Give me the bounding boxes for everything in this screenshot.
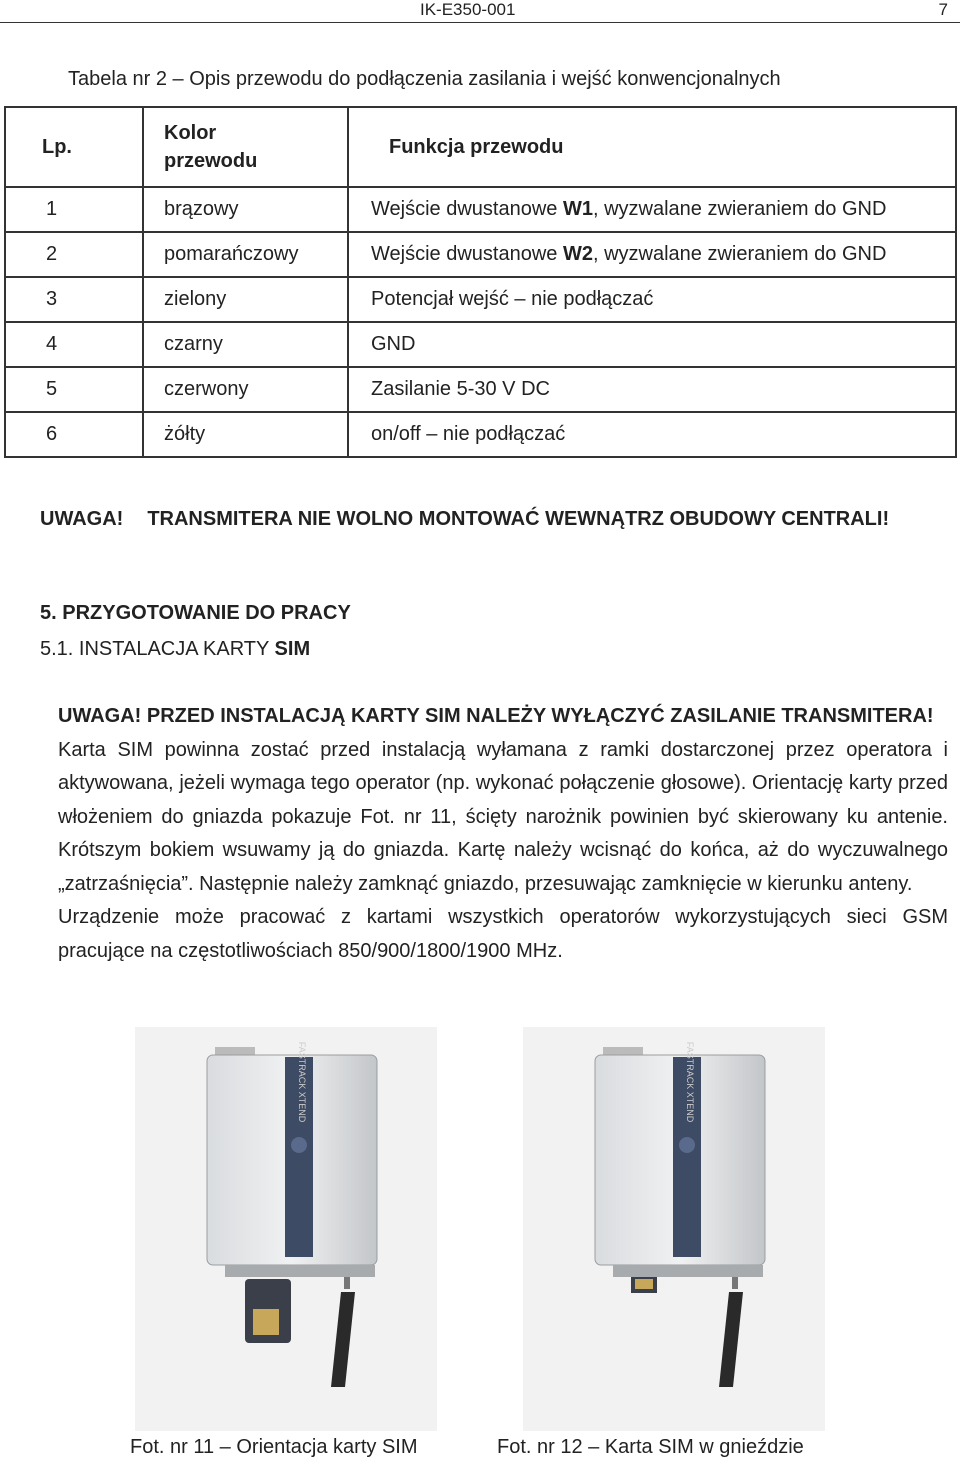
cell-lp: 4: [5, 322, 143, 367]
document-code: IK-E350-001: [420, 0, 516, 19]
mounting-warning: [40, 508, 889, 531]
table-caption: Tabela nr 2 – Opis przewodu do podłączenia zasilania i wejść konwencjonalnych: [68, 68, 781, 90]
cell-color: brązowy: [143, 187, 348, 232]
sim-paragraph-1: Karta SIM powinna zostać przed instalacją wyłamana z ramki dostarczonej przez operatora i aktywowana, jeżeli wymaga tego operator (np. wykonać połączenie głosowe). Orientację karty przed włożeniem do gniazda pokazuje Fot. nr 11, ścięty narożnik powinien być skierowany ku antenie. Krótszym bokiem wsuwamy ją do gniazda. Kartę należy wcisnąć do końca, aż do wyczuwalnego „zatrzaśnięcia”. Następnie należy zamknąć gniazdo, przesuwając zamknięcie w kierunku anteny.: [58, 738, 948, 895]
cell-function: Zasilanie 5-30 V DC: [348, 367, 956, 412]
photo-sim-orientation: [135, 1027, 437, 1431]
cell-lp: 6: [5, 412, 143, 457]
table-row: [5, 412, 956, 457]
cell-function: Wejście dwustanowe W2, wyzwalane zwieraniem do GND: [348, 232, 956, 277]
table-row: [5, 187, 956, 232]
table-row: [5, 277, 956, 322]
header-function: Funkcja przewodu: [348, 107, 956, 187]
page-number: 7: [938, 0, 948, 19]
cell-function: Potencjał wejść – nie podłączać: [348, 277, 956, 322]
subsection-title: 5.1. INSTALACJA KARTY SIM: [40, 638, 311, 660]
header-color: [143, 107, 348, 187]
cell-color: czerwony: [143, 367, 348, 412]
cell-color: żółty: [143, 412, 348, 457]
table-header-row: [5, 107, 956, 187]
header-lp: Lp.: [5, 107, 143, 187]
warning-text: TRANSMITERA NIE WOLNO MONTOWAĆ WEWNĄTRZ OBUDOWY CENTRALI!: [147, 508, 890, 530]
svg-text:FASTRACK XTEND: FASTRACK XTEND: [297, 1041, 307, 1123]
cell-color: zielony: [143, 277, 348, 322]
page-header: [0, 0, 960, 23]
sim-paragraph-2: Urządzenie może pracować z kartami wszystkich operatorów wykorzystujących sieci GSM pracujące na częstotliwościach 850/900/1800/1900 MHz.: [58, 906, 948, 962]
cell-function: Wejście dwustanowe W1, wyzwalane zwieraniem do GND: [348, 187, 956, 232]
photo-caption-11: Fot. nr 11 – Orientacja karty SIM: [130, 1436, 418, 1458]
header-color-line1: Kolor: [164, 122, 217, 144]
cell-lp: 3: [5, 277, 143, 322]
photo-caption-12: Fot. nr 12 – Karta SIM w gnieździe: [497, 1436, 804, 1458]
header-color-line2: przewodu: [164, 150, 258, 172]
table-row: [5, 322, 956, 367]
cell-lp: 2: [5, 232, 143, 277]
sim-instructions: [58, 700, 948, 968]
cell-lp: 1: [5, 187, 143, 232]
cell-color: czarny: [143, 322, 348, 367]
cell-function: on/off – nie podłączać: [348, 412, 956, 457]
cell-color: pomarańczowy: [143, 232, 348, 277]
table-row: [5, 232, 956, 277]
svg-text:FASTRACK XTEND: FASTRACK XTEND: [685, 1041, 695, 1123]
section-title: 5. PRZYGOTOWANIE DO PRACY: [40, 602, 351, 624]
table-row: [5, 367, 956, 412]
cell-function: GND: [348, 322, 956, 367]
cable-table: [4, 106, 957, 458]
cell-lp: 5: [5, 367, 143, 412]
sim-warning: UWAGA! PRZED INSTALACJĄ KARTY SIM NALEŻY WYŁĄCZYĆ ZASILANIE TRANSMITERA!: [58, 705, 934, 727]
photo-sim-in-slot: [523, 1027, 825, 1431]
warning-label: UWAGA!: [40, 508, 124, 530]
